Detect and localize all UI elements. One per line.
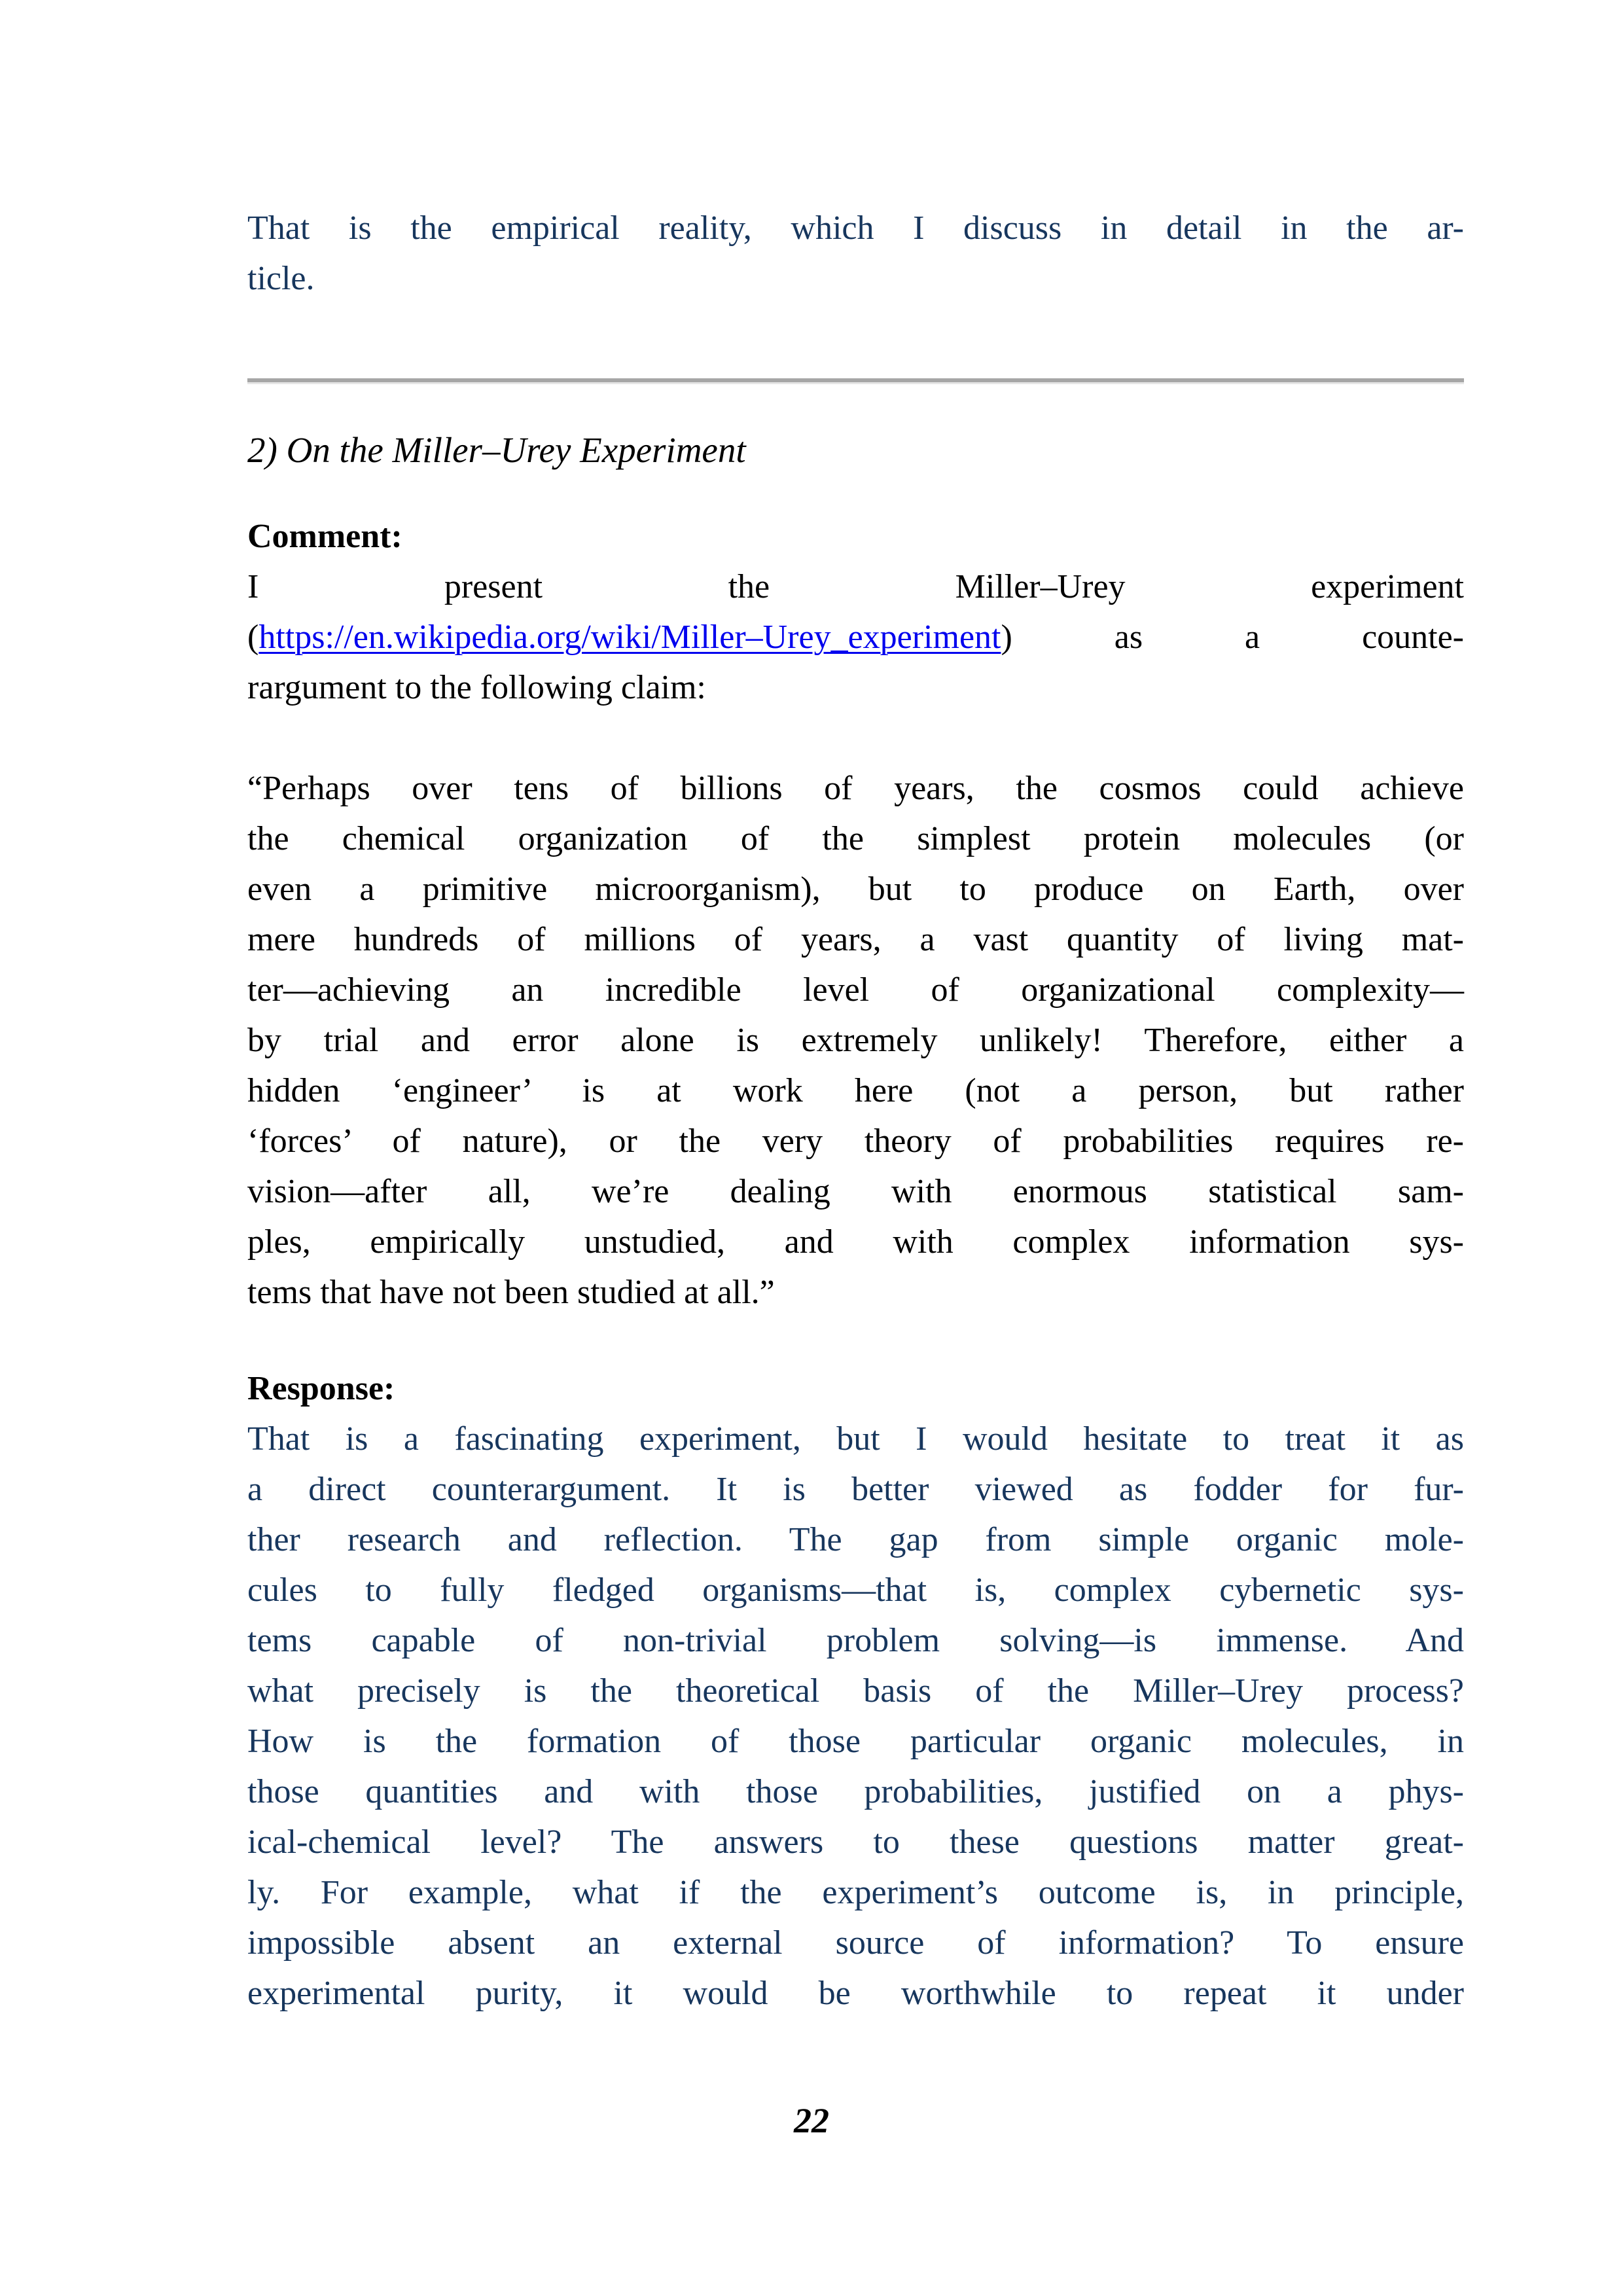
text-line: ticle.: [247, 260, 315, 297]
text-line: hidden ‘engineer’ is at work here (not a person, but rather: [247, 1072, 1464, 1109]
text-line: cules to fully fledged organisms—that is, complex cybernetic sys-: [247, 1571, 1464, 1609]
text-column: [247, 203, 1464, 2018]
text-line: That is the empirical reality, which I discuss in detail in the ar-: [247, 209, 1464, 247]
response-label: Response:: [247, 1370, 395, 1407]
text-line: That is a fascinating experiment, but I would hesitate to treat it as: [247, 1420, 1464, 1458]
page-number: 22: [794, 2101, 829, 2140]
text-line: experimental purity, it would be worthwhile to repeat it under: [247, 1975, 1464, 2012]
intro-paragraph: [247, 203, 1464, 304]
text-line: ther research and reflection. The gap from simple organic mole-: [247, 1521, 1464, 1558]
text-line: ter—achieving an incredible level of organizational complexity—: [247, 971, 1464, 1009]
text-line: “Perhaps over tens of billions of years, the cosmos could achieve: [247, 770, 1464, 807]
text-line: by trial and error alone is extremely unlikely! Therefore, either a: [247, 1022, 1464, 1059]
text-line: rargument to the following claim:: [247, 669, 706, 706]
text-line: even a primitive microorganism), but to produce on Earth, over: [247, 870, 1464, 908]
text-line: impossible absent an external source of information? To ensure: [247, 1924, 1464, 1962]
text-line: ples, empirically unstudied, and with complex information sys-: [247, 1223, 1464, 1261]
text-line: a direct counterargument. It is better viewed as fodder for fur-: [247, 1471, 1464, 1508]
text-line: the chemical organization of the simplest protein molecules (or: [247, 820, 1464, 857]
text-line: I present the Miller–Urey experiment: [247, 568, 1464, 605]
text-line: ‘forces’ of nature), or the very theory of probabilities requires re-: [247, 1122, 1464, 1160]
text-line: mere hundreds of millions of years, a vast quantity of living mat-: [247, 921, 1464, 958]
text-line: those quantities and with those probabilities, justified on a phys-: [247, 1773, 1464, 1810]
text-line: How is the formation of those particular organic molecules, in: [247, 1723, 1464, 1760]
section-heading: 2) On the Miller–Urey Experiment: [247, 430, 746, 470]
text-line: tems that have not been studied at all.”: [247, 1274, 775, 1311]
text-line: (https://en.wikipedia.org/wiki/Miller–Urey_experiment) as a counte-: [247, 619, 1464, 656]
text-line: tems capable of non-trivial problem solving—is immense. And: [247, 1622, 1464, 1659]
text-line: ical-chemical level? The answers to these questions matter great-: [247, 1823, 1464, 1861]
comment-label: Comment:: [247, 518, 402, 555]
quote-paragraph: [247, 763, 1464, 1318]
text-line: vision—after all, we’re dealing with enormous statistical sam-: [247, 1173, 1464, 1210]
text-line: what precisely is the theoretical basis of the Miller–Urey process?: [247, 1672, 1464, 1710]
wikipedia-link[interactable]: https://en.wikipedia.org/wiki/Miller–Urey_experiment: [259, 619, 1001, 656]
response-paragraph: [247, 1414, 1464, 2018]
comment-paragraph: [247, 562, 1464, 713]
text-line: ly. For example, what if the experiment’s outcome is, in principle,: [247, 1874, 1464, 1911]
section-divider: [247, 378, 1464, 384]
